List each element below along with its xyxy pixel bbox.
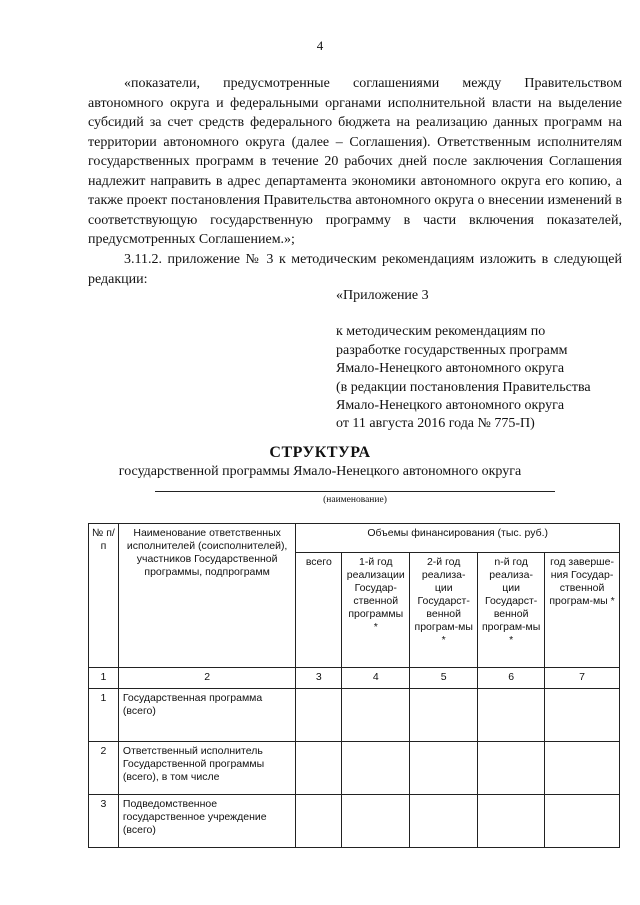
structure-subtitle: государственной программы Ямало-Ненецкого автономного округа (118, 464, 522, 479)
cell-empty (410, 689, 478, 742)
appendix-line: Ямало-Ненецкого автономного округа (336, 361, 565, 377)
table-row (89, 689, 620, 742)
cell-empty (342, 795, 410, 848)
cell-empty (478, 689, 545, 742)
cell-empty (545, 795, 620, 848)
appendix-line: разработке государственных программ (336, 342, 568, 358)
structure-title: СТРУКТУРА (269, 444, 371, 461)
appendix-line: к методическим рекомендациям по (336, 324, 546, 340)
name-underline (155, 491, 555, 492)
cell-empty (296, 795, 342, 848)
cell-empty (342, 689, 410, 742)
header-year-2: 2-й год реализа-ции Государст-венной програм-мы * (410, 553, 478, 668)
cell-empty (342, 742, 410, 795)
cell-empty (410, 742, 478, 795)
column-numbers-row (89, 668, 620, 689)
column-number: 1 (89, 668, 119, 689)
header-year-final: год заверше-ния Государ-ственной програм-мы * (545, 553, 620, 668)
cell-empty (410, 795, 478, 848)
row-num: 1 (89, 689, 119, 742)
header-financing: Объемы финансирования (тыс. руб.) (296, 524, 620, 553)
header-year-n: n-й год реализа-ции Государст-венной програм-мы * (478, 553, 545, 668)
appendix-line: (в редакции постановления Правительства (336, 379, 591, 395)
column-number: 4 (342, 668, 410, 689)
name-caption: (наименование) (323, 495, 387, 505)
cell-empty (296, 689, 342, 742)
cell-empty (545, 689, 620, 742)
cell-empty (478, 742, 545, 795)
appendix-title: «Приложение 3 (336, 288, 429, 303)
row-name: Ответственный исполнитель Государственной программы (всего), в том числе (118, 742, 295, 795)
header-num: № п/п (89, 524, 119, 668)
cell-empty (478, 795, 545, 848)
financing-table (88, 523, 620, 848)
appendix-line: от 11 августа 2016 года № 775-П) (336, 416, 535, 432)
cell-empty (545, 742, 620, 795)
header-year-1: 1-й год реализации Государ-ственной программы * (342, 553, 410, 668)
table-row (89, 795, 620, 848)
header-name: Наименование ответственных исполнителей (соисполнителей), участников Государственной программы, подпрограмм (118, 524, 295, 668)
column-number: 5 (410, 668, 478, 689)
row-num: 2 (89, 742, 119, 795)
row-name: Государственная программа (всего) (118, 689, 295, 742)
appendix-header (336, 287, 626, 434)
column-number: 3 (296, 668, 342, 689)
paragraph-indicators: «показатели, предусмотренные соглашениями между Правительством автономного округа и федеральными органами исполнительной власти на выделение субсидий за счет средств федерального бюджета на реализацию данных программ на территории автономного округа (далее – Соглашения). Ответственным исполнителям государственных программ в течение 20 рабочих дней после заключения Соглашения надлежит направить в адрес департамента экономики автономного округа его копию, а также проект постановления Правительства автономного округа о внесении изменений в соответствующую государственную программу в части включения показателей, предусмотренных Соглашением.»; (88, 76, 622, 247)
table-row (89, 742, 620, 795)
header-total: всего (296, 553, 342, 668)
column-number: 7 (545, 668, 620, 689)
row-num: 3 (89, 795, 119, 848)
column-number: 2 (118, 668, 295, 689)
row-name: Подведомственное государственное учреждение (всего) (118, 795, 295, 848)
cell-empty (296, 742, 342, 795)
paragraph-amendment: 3.11.2. приложение № 3 к методическим рекомендациям изложить в следующей редакции: (88, 252, 622, 287)
page-number: 4 (316, 38, 324, 53)
appendix-line: Ямало-Ненецкого автономного округа (336, 398, 565, 414)
column-number: 6 (478, 668, 545, 689)
